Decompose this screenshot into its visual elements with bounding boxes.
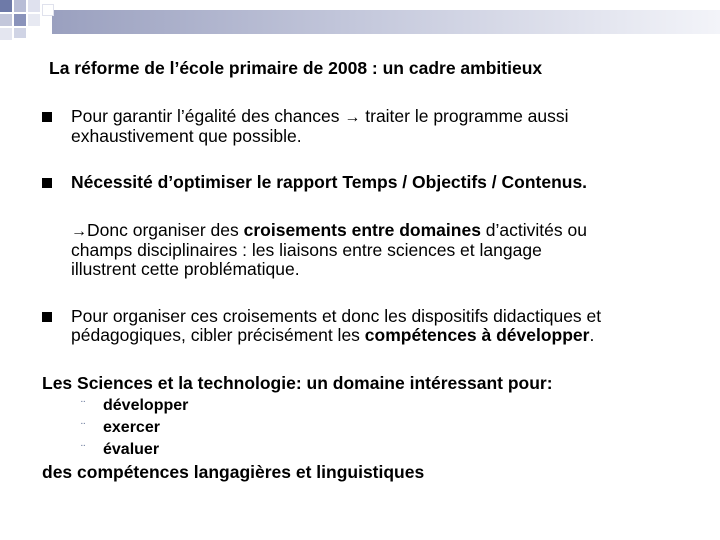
decor-square <box>14 14 26 26</box>
checkbox-icon: ¨ <box>81 420 86 435</box>
bullet-square <box>42 112 52 122</box>
decor-square <box>0 28 12 40</box>
arrow-right-icon: → <box>71 223 87 240</box>
decor-square <box>14 0 26 12</box>
decor-square <box>28 0 40 12</box>
list-item: évaluer <box>103 441 160 458</box>
bullet-text-2: Nécessité d’optimiser le rapport Temps / Objectifs / Contenus. <box>71 172 588 192</box>
arrow-right-icon: → <box>344 109 361 126</box>
bullet-text-3: Pour organiser ces croisements et donc les dispositifs didactiques et pédagogiques, cibler précisément les compétences à développer. <box>71 306 602 345</box>
decor-square <box>42 4 54 16</box>
section-subheading: Les Sciences et la technologie: un domaine intéressant pour: <box>42 373 553 393</box>
checkbox-icon: ¨ <box>81 442 86 457</box>
list-item: développer <box>103 397 189 414</box>
decor-square <box>14 28 26 38</box>
checkbox-icon: ¨ <box>81 398 86 413</box>
footer-text: des compétences langagières et linguistiques <box>42 462 425 482</box>
list-item: exercer <box>103 419 160 436</box>
decor-square <box>28 14 40 26</box>
decorative-header <box>0 0 720 40</box>
decor-square <box>0 14 12 26</box>
bullet-square <box>42 178 52 188</box>
header-gradient-bar <box>52 10 720 34</box>
bullet-text-1: Pour garantir l’égalité des chances → traiter le programme aussi exhaustivement que possible. <box>71 106 569 146</box>
slide-title: La réforme de l’école primaire de 2008 : un cadre ambitieux <box>49 58 543 78</box>
bullet-text-2-detail: →Donc organiser des croisements entre domaines d’activités ou champs disciplinaires : les liaisons entre sciences et langage illustrent cette problématique. <box>71 220 587 279</box>
bullet-square <box>42 312 52 322</box>
decor-square <box>0 0 12 12</box>
